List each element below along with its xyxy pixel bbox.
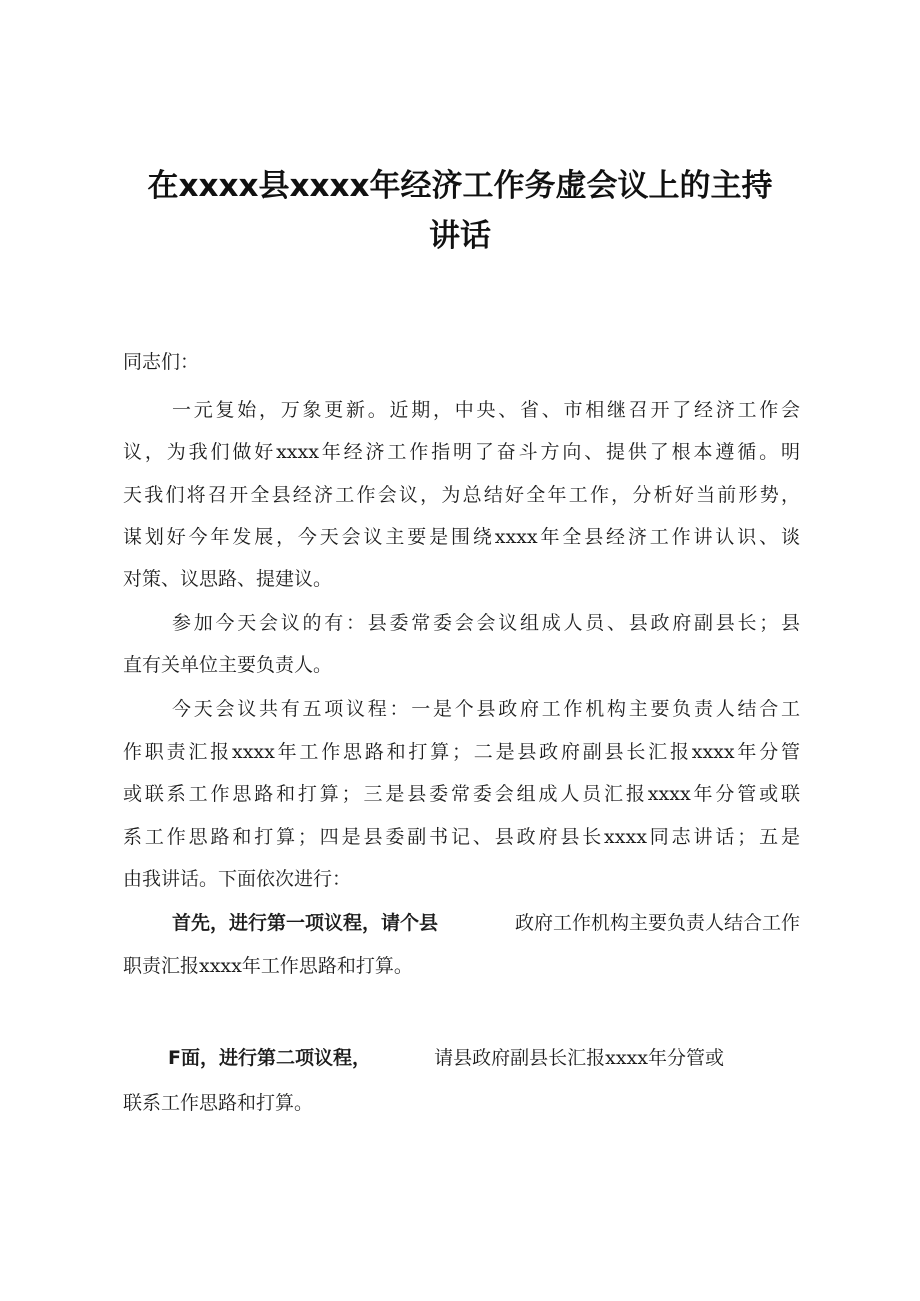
agenda-1-text: 政府工作机构主要负责人结合工作 <box>514 912 800 934</box>
document-title-line-1: 在xxxx县xxxx年经济工作务虚会议上的主持 <box>147 168 773 204</box>
paragraph-3-line-2: 作职责汇报xxxx年工作思路和打算；二是县政府副县长汇报xxxx年分管 <box>123 741 800 763</box>
paragraph-1-line-1: 一元复始，万象更新。近期，中央、省、市相继召开了经济工作会 <box>172 399 800 421</box>
paragraph-3-line-3: 或联系工作思路和打算；三是县委常委会组成人员汇报xxxx年分管或联 <box>123 783 800 805</box>
document-title-line-2: 讲话 <box>429 218 491 254</box>
paragraph-2-line-1: 参加今天会议的有：县委常委会会议组成人员、县政府副县长；县 <box>172 612 800 634</box>
paragraph-5-line-1 <box>168 1046 724 1070</box>
agenda-2-text: 请县政府副县长汇报xxxx年分管或 <box>434 1047 724 1069</box>
paragraph-5-line-2: 联系工作思路和打算。 <box>123 1092 314 1114</box>
paragraph-2-line-2: 直有关单位主要负责人。 <box>123 654 333 676</box>
paragraph-4-line-2: 职责汇报xxxx年工作思路和打算。 <box>123 955 413 977</box>
paragraph-3-line-4: 系工作思路和打算；四是县委副书记、县政府县长xxxx同志讲话；五是 <box>123 826 800 848</box>
paragraph-3-line-5: 由我讲话。下面依次进行： <box>123 868 352 890</box>
agenda-2-lead: F面，进行第二项议程， <box>168 1047 371 1069</box>
salutation: 同志们： <box>123 351 200 373</box>
paragraph-1-line-4: 谋划好今年发展，今天会议主要是围绕xxxx年全县经济工作讲认识、谈 <box>123 526 800 548</box>
paragraph-1-line-3: 天我们将召开全县经济工作会议，为总结好全年工作，分析好当前形势， <box>123 484 800 506</box>
paragraph-1-line-2: 议，为我们做好xxxx年经济工作指明了奋斗方向、提供了根本遵循。明 <box>123 441 800 463</box>
paragraph-4-line-1 <box>172 911 800 935</box>
agenda-1-lead: 首先，进行第一项议程，请个县 <box>172 912 439 934</box>
paragraph-1-line-5: 对策、议思路、提建议。 <box>123 568 333 590</box>
paragraph-3-line-1: 今天会议共有五项议程：一是个县政府工作机构主要负责人结合工 <box>172 698 800 720</box>
